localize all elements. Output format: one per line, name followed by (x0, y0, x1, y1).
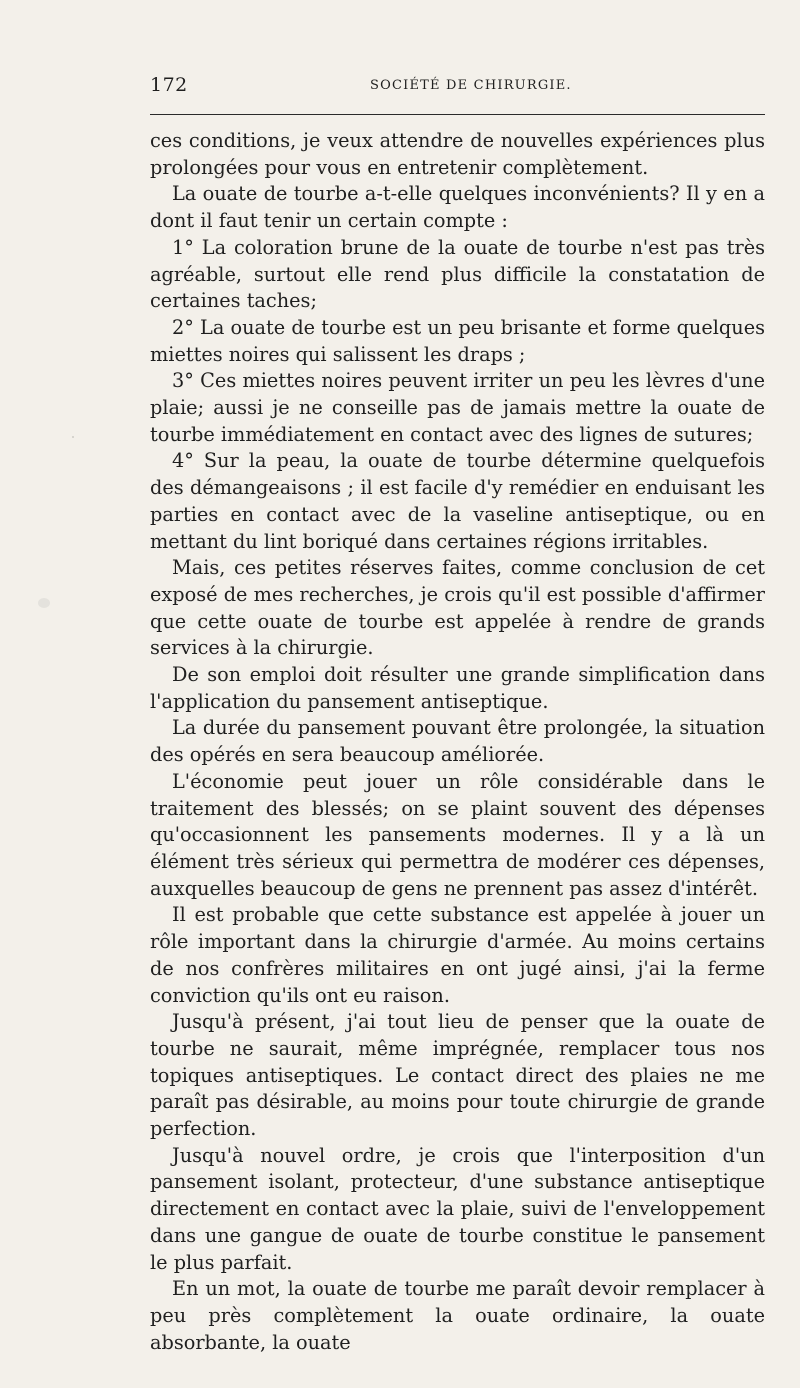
paragraph-point-2: 2° La ouate de tourbe est un peu brisante et forme quelques miettes noires qui salissent les draps ; (150, 315, 765, 366)
paragraph-interposition: Jusqu'à nouvel ordre, je crois que l'interposition d'un pansement isolant, protecteur, d'une substance antiseptique directement en contact avec la plaie, suivi de l'enveloppement dans une gangue de ouate de tourbe constitue le pansement le plus parfait. (150, 1143, 765, 1274)
paragraph-armee: Il est probable que cette substance est appelée à jouer un rôle important dans la chirurgie d'armée. Au moins certains de nos confrères militaires en ont jugé ainsi, j'ai la ferme conviction qu'ils ont eu raison. (150, 903, 765, 1007)
header-rule (150, 114, 765, 115)
paragraph-economie: L'économie peut jouer un rôle considérable dans le traitement des blessés; on se plaint souvent des dépenses qu'occasionnent les pansements modernes. Il y a là un élément très sérieux qui permettra de modérer ces dépenses, auxquelles beaucoup de gens ne prennent pas assez d'intérêt. (150, 769, 765, 900)
paragraph-point-4: 4° Sur la peau, la ouate de tourbe détermine quelquefois des démangeaisons ; il est facile d'y remédier en enduisant les parties en contact avec de la vaseline antiseptique, ou en mettant du lint boriqué dans certaines régions irritables. (150, 449, 765, 553)
paragraph-inconvenients: La ouate de tourbe a-t-elle quelques inconvénients? Il y en a dont il faut tenir un certain compte : (150, 182, 765, 233)
paragraph-topiques: Jusqu'à présent, j'ai tout lieu de penser que la ouate de tourbe ne saurait, même imprégnée, remplacer tous nos topiques antiseptiques. Le contact direct des plaies ne me paraît pas désirable, au moins pour toute chirurgie de grande perfection. (150, 1010, 765, 1141)
paragraph-en-un-mot: En un mot, la ouate de tourbe me paraît devoir remplacer à peu près complètement la ouate ordinaire, la ouate absorbante, la ouate (150, 1277, 765, 1354)
paragraph-simplification: De son emploi doit résulter une grande simplification dans l'application du pansement antiseptique. (150, 663, 765, 713)
running-head: SOCIÉTÉ DE CHIRURGIE. (370, 78, 572, 93)
paper-speck (38, 598, 50, 608)
paragraph-point-3: 3° Ces miettes noires peuvent irriter un peu les lèvres d'une plaie; aussi je ne conseille pas de jamais mettre la ouate de tourbe immédiatement en contact avec des lignes de sutures; (150, 369, 765, 446)
paper-speck (72, 436, 74, 438)
paragraph-conclusion: Mais, ces petites réserves faites, comme conclusion de cet exposé de mes recherches, je crois qu'il est possible d'affirmer que cette ouate de tourbe est appelée à rendre de grands services à la chirurgie. (150, 556, 765, 660)
paragraph-duree: La durée du pansement pouvant être prolongée, la situation des opérés en sera beaucoup améliorée. (150, 716, 765, 767)
paper-speck (296, 648, 299, 651)
body-text (150, 128, 765, 1356)
paragraph-continuation: ces conditions, je veux attendre de nouvelles expériences plus prolongées pour vous en entretenir complètement. (150, 129, 765, 179)
page-number: 172 (150, 74, 188, 96)
paragraph-point-1: 1° La coloration brune de la ouate de tourbe n'est pas très agréable, surtout elle rend plus difficile la constatation de certaines taches; (150, 235, 765, 313)
page-header (150, 74, 765, 102)
